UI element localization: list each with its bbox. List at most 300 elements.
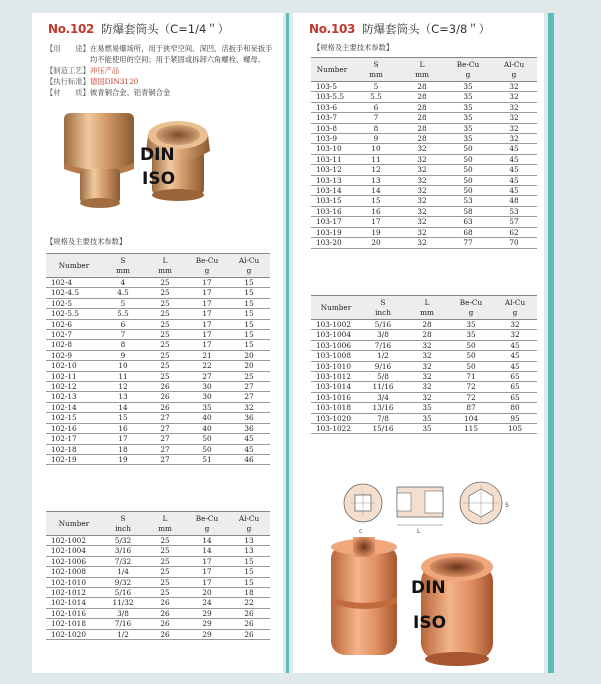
cell-s: 20 [353,238,399,248]
col-alcu [491,58,537,82]
cell-alcu: 20 [228,350,270,360]
cell-becu: 50 [186,434,228,444]
std-label-din: DIN [411,578,446,598]
cell-becu: 50 [449,340,493,350]
cell-l: 26 [144,629,186,639]
cell-alcu: 15 [228,556,270,566]
table-row [311,227,537,237]
cell-alcu: 45 [491,144,537,154]
socket-photo [315,535,515,669]
info-value: 冲压产品 [90,66,120,75]
table-row [46,350,270,360]
cell-becu: 17 [186,567,228,577]
cell-becu: 58 [445,206,491,216]
cell-l: 25 [144,288,186,298]
cell-number: 102-1020 [46,629,102,639]
cell-s: 15 [102,413,144,423]
cell-alcu: 15 [228,577,270,587]
cell-l: 25 [144,309,186,319]
cell-becu: 77 [445,238,491,248]
cell-l: 25 [144,340,186,350]
cell-alcu: 48 [491,196,537,206]
cell-number: 103-13 [311,175,353,185]
cell-s: 17 [353,217,399,227]
cell-s: 6 [102,319,144,329]
cell-number: 102-9 [46,350,102,360]
cell-number: 102-16 [46,423,102,433]
cell-alcu: 32 [491,82,537,92]
cell-l: 27 [144,423,186,433]
col-becu [445,58,491,82]
cell-s: 1/4 [102,567,144,577]
cell-number: 103-20 [311,238,353,248]
cell-number: 103-19 [311,227,353,237]
table-row [311,154,537,164]
cell-s: 7/32 [102,556,144,566]
table-row [46,298,270,308]
cell-l: 26 [144,392,186,402]
table-row [46,577,270,587]
cell-l: 25 [144,361,186,371]
cell-s: 3/8 [102,608,144,618]
cell-l: 26 [144,402,186,412]
cell-becu: 35 [445,134,491,144]
table-row [311,392,537,402]
header-label: L mm [158,256,172,275]
table-row [46,536,270,546]
header-label: Al-Cu g [238,514,260,533]
cell-l: 35 [405,403,449,413]
cell-becu: 29 [186,629,228,639]
header-label: Be-Cu g [195,514,219,533]
cell-number: 102-6 [46,319,102,329]
cell-s: 18 [102,444,144,454]
cell-alcu: 26 [228,608,270,618]
table-row [311,351,537,361]
cell-alcu: 45 [493,351,537,361]
spec-table-mm [311,57,537,249]
cell-s: 14 [353,186,399,196]
cell-alcu: 57 [491,217,537,227]
cell-number: 102-1004 [46,546,102,556]
cell-l: 25 [144,319,186,329]
cell-s: 12 [353,165,399,175]
cell-alcu: 105 [493,424,537,434]
cell-alcu: 32 [491,123,537,133]
col-l [399,58,445,82]
table-row [311,123,537,133]
cell-l: 28 [405,330,449,340]
cell-number: 102-10 [46,361,102,371]
cell-becu: 35 [449,320,493,330]
cell-s: 7/8 [361,413,405,423]
cell-l: 32 [399,175,445,185]
col-l [144,512,186,536]
cell-number: 102-17 [46,434,102,444]
cell-number: 102-1002 [46,536,102,546]
table-row [46,413,270,423]
table-row [46,546,270,556]
col-l [405,296,449,320]
cell-s: 5 [353,82,399,92]
cell-l: 32 [399,165,445,175]
cell-s: 10 [102,361,144,371]
cell-alcu: 32 [228,402,270,412]
cell-l: 28 [399,134,445,144]
table-row [311,165,537,175]
left-panel-no102 [32,13,283,673]
product-info [46,43,276,98]
table-row [46,319,270,329]
cell-alcu: 13 [228,536,270,546]
cell-alcu: 15 [228,288,270,298]
spec-table-mm [46,253,270,465]
cell-s: 14 [102,402,144,412]
cell-alcu: 27 [228,392,270,402]
cell-l: 32 [399,186,445,196]
table-row [46,340,270,350]
header-label: Be-Cu g [459,298,483,317]
cell-number: 102-1012 [46,588,102,598]
cell-l: 26 [144,598,186,608]
cell-becu: 17 [186,319,228,329]
cell-l: 27 [144,434,186,444]
socket-side-view [64,113,134,208]
cell-s: 15 [353,196,399,206]
col-alcu [493,296,537,320]
cell-number: 102-13 [46,392,102,402]
table-header-row [46,512,270,536]
cell-s: 12 [102,382,144,392]
cell-l: 25 [144,546,186,556]
cell-l: 32 [405,382,449,392]
col-s [361,296,405,320]
header-label: S inch [375,298,391,317]
table-row [46,309,270,319]
cell-s: 9 [353,134,399,144]
cell-number: 103-1020 [311,413,361,423]
cell-becu: 17 [186,577,228,587]
table-row [311,372,537,382]
cell-alcu: 18 [228,588,270,598]
cell-becu: 29 [186,619,228,629]
cell-becu: 40 [186,413,228,423]
cell-alcu: 26 [228,619,270,629]
left-title-row [48,21,229,37]
cell-number: 103-9 [311,134,353,144]
cell-l: 25 [144,298,186,308]
cell-becu: 17 [186,298,228,308]
info-value: 德国DIN3120 [90,77,139,86]
cell-l: 25 [144,350,186,360]
cell-becu: 51 [186,454,228,464]
table-row [311,330,537,340]
cell-l: 25 [144,371,186,381]
cell-becu: 50 [445,144,491,154]
info-material [46,87,276,98]
cell-number: 102-11 [46,371,102,381]
cell-alcu: 53 [491,206,537,216]
cell-l: 27 [144,413,186,423]
cell-becu: 35 [449,330,493,340]
cell-s: 9 [102,350,144,360]
info-key: 【用 途】 [46,44,90,53]
cell-becu: 63 [445,217,491,227]
cell-number: 103-17 [311,217,353,227]
cell-number: 103-5.5 [311,92,353,102]
col-number [46,254,102,278]
cell-number: 102-15 [46,413,102,423]
cell-becu: 17 [186,309,228,319]
col-alcu [228,254,270,278]
product-title: 防爆套筒头（C=1/4＂） [101,22,230,36]
info-key: 【执行标准】 [46,77,90,86]
cell-alcu: 15 [228,319,270,329]
cell-alcu: 32 [493,320,537,330]
cell-s: 6 [353,102,399,112]
table-row [46,330,270,340]
cell-becu: 35 [445,82,491,92]
cell-alcu: 27 [228,382,270,392]
cell-s: 3/8 [361,330,405,340]
cell-l: 32 [405,392,449,402]
table-row [46,361,270,371]
cell-becu: 72 [449,382,493,392]
header-label: S mm [116,256,130,275]
cell-number: 103-1008 [311,351,361,361]
cell-number: 103-15 [311,196,353,206]
socket-square-drive [331,537,397,655]
cell-alcu: 65 [493,372,537,382]
cell-alcu: 95 [493,413,537,423]
std-label-iso: ISO [413,613,447,633]
cell-becu: 40 [186,423,228,433]
header-label: Al-Cu g [238,256,260,275]
cell-alcu: 45 [228,434,270,444]
cell-alcu: 15 [228,567,270,577]
info-key: 【材 质】 [46,88,90,97]
cell-s: 5/32 [102,536,144,546]
cell-number: 102-5 [46,298,102,308]
table-row [46,371,270,381]
cell-s: 11/16 [361,382,405,392]
info-key: 【制造工艺】 [46,66,90,75]
header-label: Al-Cu g [503,60,525,79]
socket-technical-drawing [341,473,521,535]
cell-l: 26 [144,619,186,629]
cell-l: 25 [144,330,186,340]
cell-alcu: 15 [228,340,270,350]
cell-becu: 68 [445,227,491,237]
col-number [311,58,353,82]
col-alcu [228,512,270,536]
cell-number: 102-4.5 [46,288,102,298]
table-row [311,217,537,227]
cell-becu: 17 [186,278,228,288]
cell-l: 28 [399,102,445,112]
drawing-label-l: L [417,528,421,535]
cell-becu: 35 [186,402,228,412]
cell-becu: 72 [449,392,493,402]
drawing-label-s: S [505,502,509,509]
model-number: No.102 [48,22,95,36]
std-label-din: DIN [140,145,175,165]
table-row [311,102,537,112]
table-row [46,619,270,629]
cell-number: 102-1006 [46,556,102,566]
cell-alcu: 45 [491,165,537,175]
cell-number: 103-10 [311,144,353,154]
cell-number: 102-5.5 [46,309,102,319]
cell-number: 102-1014 [46,598,102,608]
header-label: L mm [158,514,172,533]
cell-becu: 115 [449,424,493,434]
cell-alcu: 15 [228,330,270,340]
table-row [311,403,537,413]
cell-becu: 21 [186,350,228,360]
cell-becu: 50 [445,175,491,185]
cell-number: 103-1014 [311,382,361,392]
model-number: No.103 [309,22,356,36]
table-row [46,392,270,402]
cell-s: 9/32 [102,577,144,587]
header-label: Number [58,518,90,528]
cell-alcu: 45 [228,444,270,454]
cell-s: 16 [102,423,144,433]
table-row [46,608,270,618]
drawing-side-section [397,487,443,535]
table-row [311,340,537,350]
cell-becu: 50 [445,165,491,175]
cell-number: 103-1004 [311,330,361,340]
cell-alcu: 36 [228,423,270,433]
spec-title: 【规格及主要技术参数】 [313,43,394,52]
cell-s: 7/16 [102,619,144,629]
cell-alcu: 32 [493,330,537,340]
table-row [46,444,270,454]
cell-becu: 71 [449,372,493,382]
table-row [311,424,537,434]
cell-becu: 50 [445,154,491,164]
cell-number: 103-1012 [311,372,361,382]
header-label: S inch [115,514,131,533]
cell-alcu: 45 [491,186,537,196]
cell-alcu: 45 [491,175,537,185]
cell-number: 103-7 [311,113,353,123]
cell-becu: 22 [186,361,228,371]
cell-number: 102-4 [46,278,102,288]
cell-becu: 17 [186,330,228,340]
cell-number: 103-1022 [311,424,361,434]
cell-number: 102-1010 [46,577,102,587]
table-row [46,567,270,577]
product-title: 防爆套筒头（C=3/8＂） [362,22,491,36]
cell-alcu: 65 [493,382,537,392]
cell-s: 1/2 [361,351,405,361]
cell-l: 28 [399,92,445,102]
cell-alcu: 20 [228,361,270,371]
cell-l: 28 [405,320,449,330]
table-row [311,92,537,102]
cell-l: 32 [399,217,445,227]
cell-alcu: 45 [493,340,537,350]
cell-alcu: 32 [491,92,537,102]
cell-alcu: 36 [228,413,270,423]
cell-alcu: 32 [491,102,537,112]
table-row [46,454,270,464]
cell-number: 102-1008 [46,567,102,577]
cell-s: 16 [353,206,399,216]
table-header-row [311,296,537,320]
table-row [311,144,537,154]
cell-s: 7 [353,113,399,123]
header-label: L mm [420,298,434,317]
col-number [311,296,361,320]
cell-s: 1/2 [102,629,144,639]
drawing-label-c: c [359,528,363,535]
table-header-row [46,254,270,278]
cell-l: 25 [144,556,186,566]
table-row [46,556,270,566]
cell-s: 8 [102,340,144,350]
cell-number: 103-5 [311,82,353,92]
cell-number: 102-14 [46,402,102,412]
column-divider [286,13,289,673]
cell-becu: 27 [186,371,228,381]
cell-s: 3/16 [102,546,144,556]
cell-s: 5/8 [361,372,405,382]
cell-becu: 20 [186,588,228,598]
spec-table-inch [311,295,537,434]
cell-becu: 17 [186,288,228,298]
col-becu [186,254,228,278]
cell-s: 5 [102,298,144,308]
right-title-row [309,21,490,37]
cell-alcu: 32 [491,134,537,144]
cell-alcu: 22 [228,598,270,608]
cell-number: 103-1016 [311,392,361,402]
socket-hex-drive [421,553,493,666]
table-row [311,113,537,123]
cell-l: 35 [405,413,449,423]
col-becu [449,296,493,320]
table-row [311,413,537,423]
header-label: Number [320,302,352,312]
cell-alcu: 70 [491,238,537,248]
cell-s: 13 [353,175,399,185]
cell-becu: 35 [445,113,491,123]
cell-l: 32 [405,361,449,371]
cell-becu: 35 [445,102,491,112]
cell-s: 17 [102,434,144,444]
cell-l: 26 [144,608,186,618]
cell-l: 25 [144,577,186,587]
header-label: L mm [415,60,429,79]
cell-l: 32 [399,196,445,206]
cell-l: 25 [144,588,186,598]
cell-l: 32 [399,227,445,237]
cell-becu: 14 [186,546,228,556]
cell-number: 103-12 [311,165,353,175]
cell-number: 103-6 [311,102,353,112]
cell-becu: 30 [186,382,228,392]
cell-alcu: 80 [493,403,537,413]
cell-becu: 50 [449,361,493,371]
right-edge-bar [548,13,554,673]
cell-l: 25 [144,278,186,288]
cell-s: 13/16 [361,403,405,413]
cell-alcu: 45 [491,154,537,164]
